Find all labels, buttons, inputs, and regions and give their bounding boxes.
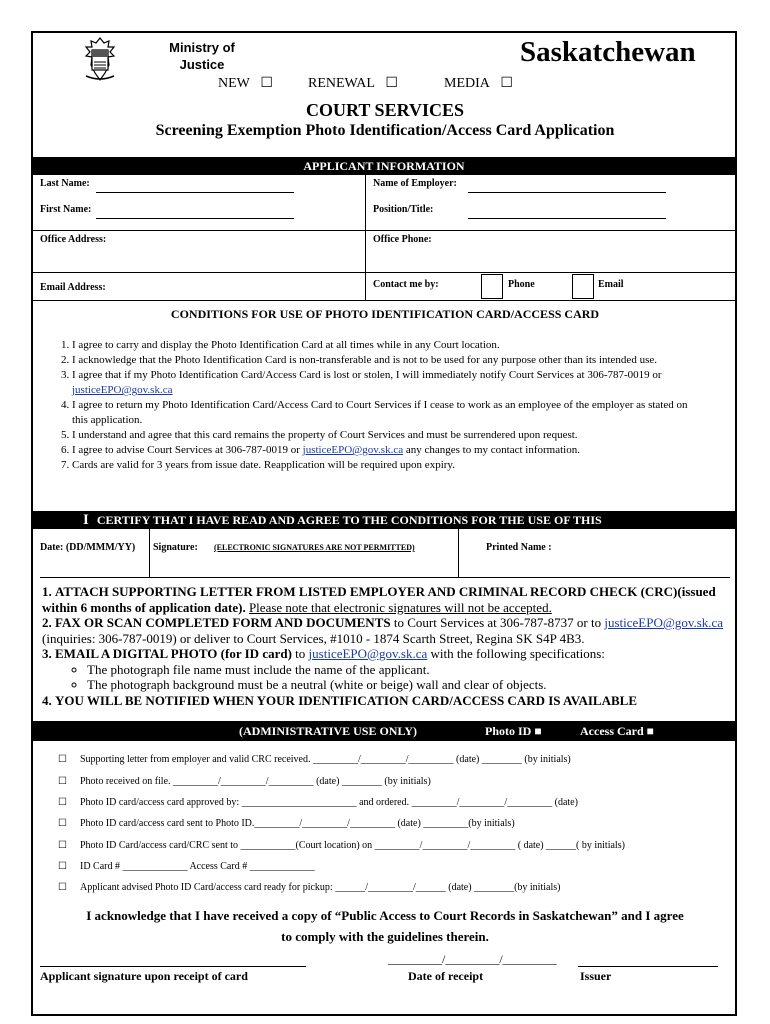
contact-phone-label: Phone	[508, 279, 535, 290]
admin-checkbox[interactable]: ☐	[58, 861, 67, 872]
office-address-label: Office Address:	[40, 234, 107, 245]
office-phone-label: Office Phone:	[373, 234, 432, 245]
applicant-signature-label: Applicant signature upon receipt of card	[40, 969, 248, 983]
admin-checkbox[interactable]: ☐	[58, 776, 67, 787]
admin-bar	[33, 721, 735, 741]
admin-checkbox[interactable]: ☐	[58, 754, 67, 765]
row-divider	[33, 300, 735, 301]
first-name-input[interactable]	[96, 218, 294, 219]
instruction-item: 2. FAX OR SCAN COMPLETED FORM AND DOCUMENTS to Court Services at 306-787-8737 or to justiceEPO@gov.sk.ca (inquiries: 306-787-0019) or deliver to Court Services, #1010 - 1874 Scarth Street, Regina SK S4P 4B3.	[42, 615, 724, 646]
column-divider	[365, 175, 366, 300]
email-link[interactable]: justiceEPO@gov.sk.ca	[604, 615, 724, 630]
new-checkbox[interactable]: ☐	[260, 76, 273, 91]
last-name-input[interactable]	[96, 192, 294, 193]
printed-name-label: Printed Name :	[486, 542, 552, 553]
bullet-item: ◦ The photograph file name must include the name of the applicant.	[87, 662, 732, 678]
email-address-label: Email Address:	[40, 282, 106, 293]
instruction-item: 4. YOU WILL BE NOTIFIED WHEN YOUR IDENTIFICATION CARD/ACCESS CARD IS AVAILABLE	[42, 692, 638, 708]
admin-access-card: Access Card ■	[580, 724, 654, 738]
date-label: Date: (DD/MMM/YY)	[40, 542, 136, 553]
province-title: Saskatchewan	[520, 36, 696, 68]
media-checkbox[interactable]: ☐	[500, 76, 513, 91]
option-renewal[interactable]: RENEWAL ☐	[308, 76, 398, 91]
issuer-input[interactable]	[578, 966, 718, 967]
certify-i: I	[83, 512, 89, 528]
admin-checkbox[interactable]: ☐	[58, 797, 67, 808]
admin-title: (ADMINISTRATIVE USE ONLY)	[239, 724, 418, 738]
position-input[interactable]	[468, 218, 666, 219]
condition-item: 2. I acknowledge that the Photo Identification Card is non-transferable and is not to be used for any purpose other than its intended use.	[72, 353, 702, 368]
condition-item: 5. I understand and agree that this card remains the property of Court Services and must be surrendered upon request.	[72, 428, 702, 443]
applicant-section-title: APPLICANT INFORMATION	[303, 159, 465, 173]
acknowledgement-line2: to comply with the guidelines therein.	[281, 929, 489, 944]
applicant-signature-input[interactable]	[40, 966, 306, 967]
admin-checkbox[interactable]: ☐	[58, 882, 67, 893]
admin-checkbox[interactable]: ☐	[58, 840, 67, 851]
row-divider	[33, 272, 735, 273]
option-new[interactable]: NEW ☐	[218, 76, 273, 91]
email-link[interactable]: justiceEPO@gov.sk.ca	[302, 444, 404, 456]
admin-row: ☐ Applicant advised Photo ID Card/access card ready for pickup: ______/_________/______ (date) ________(by initials)	[58, 882, 561, 893]
last-name-label: Last Name:	[40, 178, 90, 189]
condition-item: 1. I agree to carry and display the Photo Identification Card at all times while in any Court location.	[72, 338, 702, 353]
saskatchewan-crest-icon	[80, 36, 120, 82]
option-media[interactable]: MEDIA ☐	[444, 76, 513, 91]
form-subtitle: Screening Exemption Photo Identification/Access Card Application	[155, 122, 615, 139]
signature-note: (ELECTRONIC SIGNATURES ARE NOT PERMITTED)	[214, 543, 415, 552]
condition-item: 4. I agree to return my Photo Identification Card/Access Card to Court Services if I cease to work as an employee of the employer as stated on this application.	[72, 398, 702, 428]
admin-row: ☐ Photo ID Card/access card/CRC sent to ___________(Court location) on _________/_________/_________ ( date) ______( by initials)	[58, 840, 625, 851]
ministry-line2: Justice	[179, 57, 225, 72]
receipt-date-label: Date of receipt	[408, 969, 484, 983]
admin-row: ☐ Photo ID card/access card approved by: _______________________ and ordered. _________/_________/_________ (date)	[58, 797, 578, 808]
contact-me-label: Contact me by:	[373, 279, 439, 290]
renewal-checkbox[interactable]: ☐	[385, 76, 398, 91]
contact-email-label: Email	[598, 279, 624, 290]
issuer-label: Issuer	[580, 969, 612, 983]
admin-photo-id: Photo ID ■	[485, 724, 542, 738]
form-title: COURT SERVICES	[306, 100, 464, 120]
email-link[interactable]: justiceEPO@gov.sk.ca	[308, 646, 428, 661]
row-divider	[33, 230, 735, 231]
admin-row: ☐ ID Card # _____________ Access Card # _____________	[58, 861, 315, 872]
employer-input[interactable]	[468, 192, 666, 193]
column-divider	[149, 529, 150, 577]
instruction-item: 1. ATTACH SUPPORTING LETTER FROM LISTED EMPLOYER AND CRIMINAL RECORD CHECK (CRC)(issued within 6 months of application date). Please note that electronic signatures will not be accepted.	[42, 584, 716, 615]
instruction-item: 3. EMAIL A DIGITAL PHOTO (for ID card) to justiceEPO@gov.sk.ca with the following specifications: ◦ The photograph file name must include the name of the applicant. ◦ The photograph background must be a neutral (white or beige) wall and clear of objects.	[42, 646, 732, 693]
conditions-title: CONDITIONS FOR USE OF PHOTO IDENTIFICATION CARD/ACCESS CARD	[170, 307, 600, 321]
admin-row: ☐ Photo received on file. _________/_________/_________ (date) ________ (by initials)	[58, 776, 431, 787]
condition-item: 7. Cards are valid for 3 years from issue date. Reapplication will be required upon expiry.	[72, 458, 702, 473]
admin-row: ☐ Supporting letter from employer and valid CRC received. _________/_________/_________ (date) ________ (by initials)	[58, 754, 571, 765]
email-link[interactable]: justiceEPO@gov.sk.ca	[72, 384, 173, 396]
admin-row: ☐ Photo ID card/access card sent to Photo ID._________/_________/_________ (date) _________(by initials)	[58, 818, 515, 829]
row-divider	[40, 577, 730, 578]
column-divider	[458, 529, 459, 577]
position-label: Position/Title:	[373, 204, 434, 215]
receipt-date-input[interactable]: _________/_________/_________	[388, 952, 557, 966]
employer-label: Name of Employer:	[373, 178, 457, 189]
applicant-section-bar	[33, 157, 735, 175]
contact-phone-checkbox[interactable]	[481, 274, 503, 299]
first-name-label: First Name:	[40, 204, 92, 215]
certify-bar	[33, 511, 735, 529]
signature-label: Signature:	[153, 542, 198, 553]
ministry-line1: Ministry of	[169, 40, 235, 55]
instructions-list	[42, 584, 732, 708]
conditions-list	[52, 338, 702, 473]
certify-text: CERTIFY THAT I HAVE READ AND AGREE TO THE CONDITIONS FOR THE USE OF THIS	[96, 513, 602, 527]
ministry-name	[160, 39, 244, 73]
admin-checkbox[interactable]: ☐	[58, 818, 67, 829]
bullet-item: ◦ The photograph background must be a neutral (white or beige) wall and clear of objects.	[87, 677, 732, 693]
condition-item: 6. I agree to advise Court Services at 306-787-0019 or justiceEPO@gov.sk.ca any changes to my contact information.	[72, 443, 702, 458]
acknowledgement-line1: I acknowledge that I have received a copy of “Public Access to Court Records in Saskatchewan” and I agree	[86, 908, 684, 923]
contact-email-checkbox[interactable]	[572, 274, 594, 299]
condition-item: 3. I agree that if my Photo Identification Card/Access Card is lost or stolen, I will immediately notify Court Services at 306-787-0019 or justiceEPO@gov.sk.ca	[72, 368, 702, 398]
